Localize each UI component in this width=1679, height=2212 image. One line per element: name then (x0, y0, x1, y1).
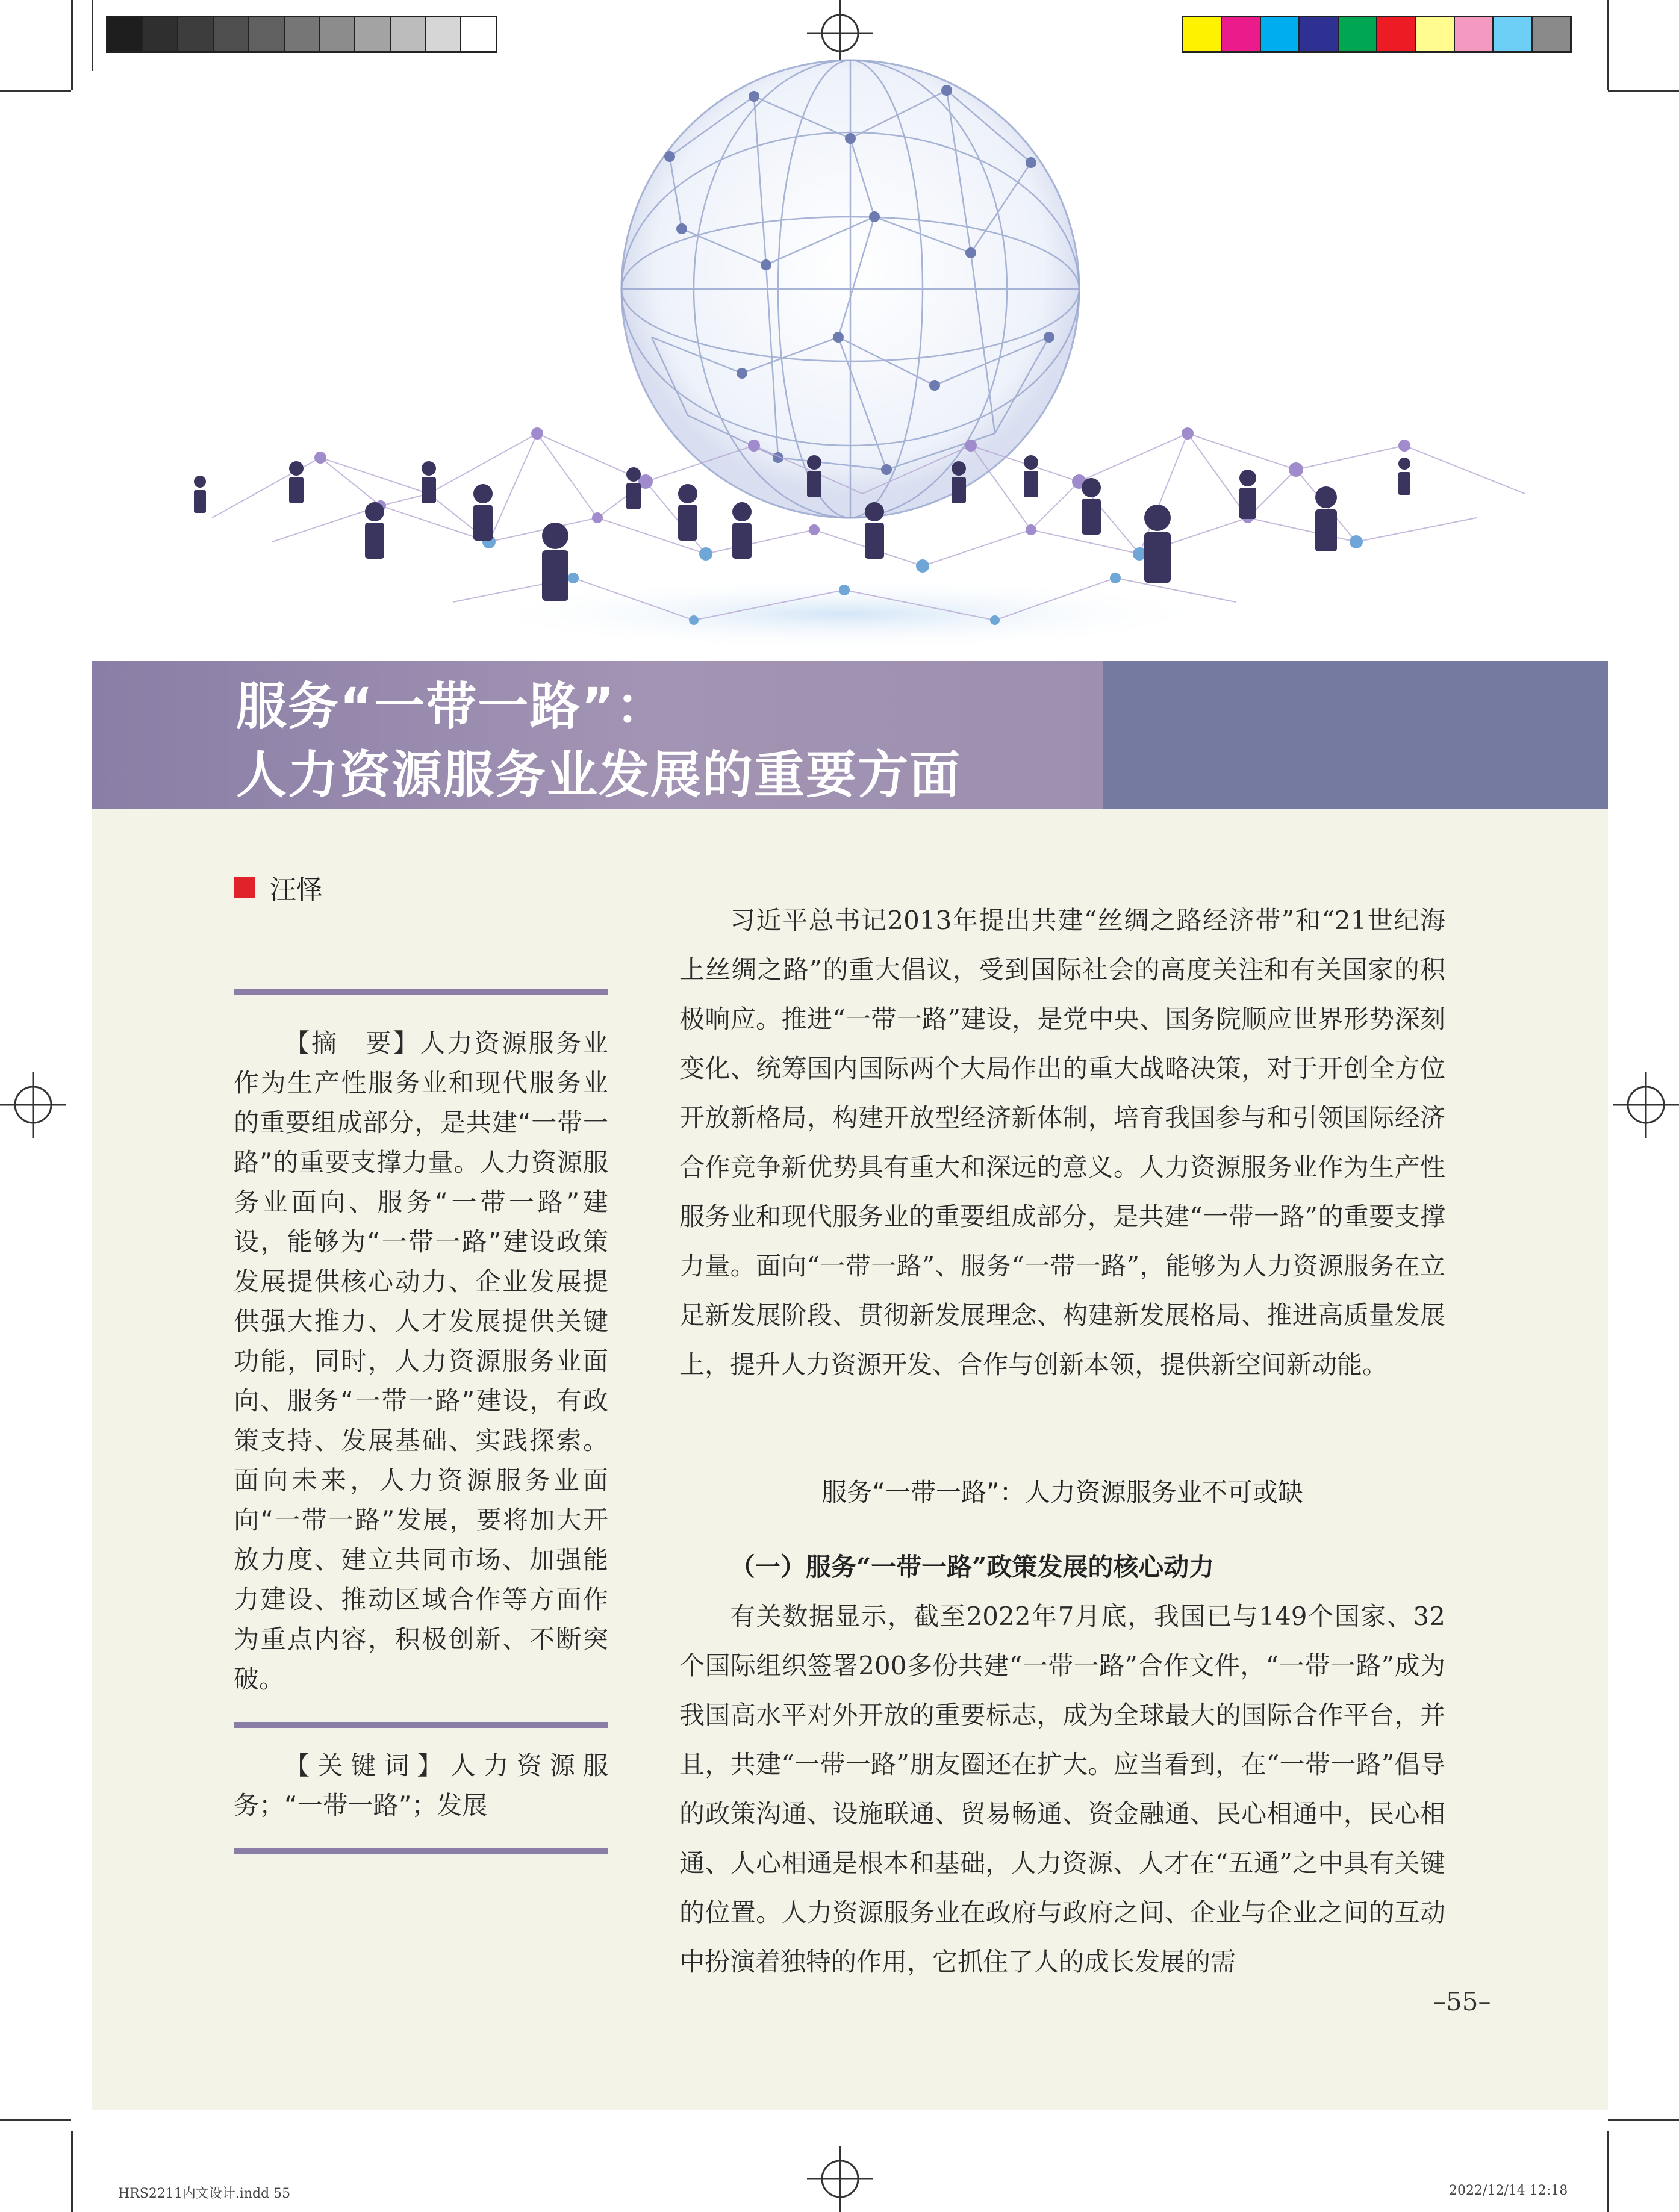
title-band (92, 661, 1608, 809)
slug-file-info: HRS2211内文设计.indd 55 (118, 2186, 291, 2201)
author-name: 汪怿 (270, 875, 323, 906)
keywords: 【关键词】人力资源服务；“一带一路”；发展 (234, 1751, 608, 1820)
abstract-block (234, 1024, 608, 1699)
registration-target-icon (0, 1072, 66, 1138)
abstract-top-rule (234, 989, 608, 995)
abstract-summary: 【摘 要】人力资源服务业作为生产性服务业和现代服务业的重要组成部分，是共建“一带一路”的重要支撑力量。人力资源服务业面向、服务“一带一路”建设，能够为“一带一路”建设政策发展提供核心动力、企业发展提供强大推力、人才发展提供关键功能，同时，人力资源服务业面向、服务“一带一路”建设，有政策支持、发展基础、实践探索。面向未来，人力资源服务业面向“一带一路”发展，要将加大开放力度、建立共同市场、加强能力建设、推动区域合作等方面作为重点内容，积极创新、不断突破。 (234, 1028, 608, 1694)
crop-mark (0, 90, 71, 92)
keywords-block (234, 1746, 608, 1825)
section-heading: 服务“一带一路”：人力资源服务业不可或缺 (821, 1477, 1303, 1507)
registration-target-icon (807, 2146, 873, 2212)
author-byline (234, 868, 323, 907)
title-band-left (92, 661, 1103, 809)
body-paragraph-2: 有关数据显示，截至2022年7月底，我国已与149个国家、32个国际组织签署200多份共建“一带一路”合作文件，“一带一路”成为我国高水平对外开放的重要标志，成为全球最大的国际合作平台，并且，共建“一带一路”朋友圈还在扩大。应当看到，在“一带一路”倡导的政策沟通、设施联通、贸易畅通、资金融通、民心相通中，民心相通、人心相通是根本和基础，人力资源、人才在“五通”之中具有关键的位置。人力资源服务业在政府与政府之间、企业与企业之间的互动中扮演着独特的作用，它抓住了人的成长发展的需 (679, 1602, 1445, 1977)
crop-mark (1607, 2131, 1609, 2212)
body-intro (679, 896, 1445, 1390)
body-paragraph-intro: 习近平总书记2013年提出共建“丝绸之路经济带”和“21世纪海上丝绸之路”的重大倡议，受到国际社会的高度关注和有关国家的积极响应。推进“一带一路”建设，是党中央、国务院顺应世界形势深刻变化、统筹国内国际两个大局作出的重大战略决策，对于开创全方位开放新格局，构建开放型经济新体制，培育我国参与和引领国际经济合作竞争新优势具有重大和深远的意义。人力资源服务业作为生产性服务业和现代服务业的重要组成部分，是共建“一带一路”的重要支撑力量。面向“一带一路”、服务“一带一路”，能够为人力资源服务在立足新发展阶段、贯彻新发展理念、构建新发展格局、推进高质量发展上，提升人力资源开发、合作与创新本领，提供新空间新动能。 (679, 906, 1445, 1379)
body-second (679, 1592, 1445, 1987)
crop-mark (1608, 2119, 1679, 2121)
article-title-line1: 服务“一带一路”： (236, 677, 668, 736)
crop-mark (71, 0, 73, 90)
slug-timestamp: 2022/12/14 12:18 (1449, 2183, 1568, 2198)
network-globe-illustration (92, 0, 1608, 661)
article-title-line2: 人力资源服务业发展的重要方面 (236, 745, 962, 804)
crop-mark (1608, 90, 1679, 92)
red-square-marker (234, 877, 255, 898)
title-band-right (1103, 661, 1608, 809)
abstract-middle-rule (234, 1722, 608, 1728)
subsection-heading: （一）服务“一带一路”政策发展的核心动力 (730, 1552, 1215, 1582)
crop-mark (0, 2119, 71, 2121)
article-title (236, 672, 961, 809)
registration-target-icon (1613, 1072, 1679, 1138)
abstract-bottom-rule (234, 1848, 608, 1854)
crop-mark (71, 2131, 73, 2212)
page-number: –55– (1433, 1987, 1491, 2016)
